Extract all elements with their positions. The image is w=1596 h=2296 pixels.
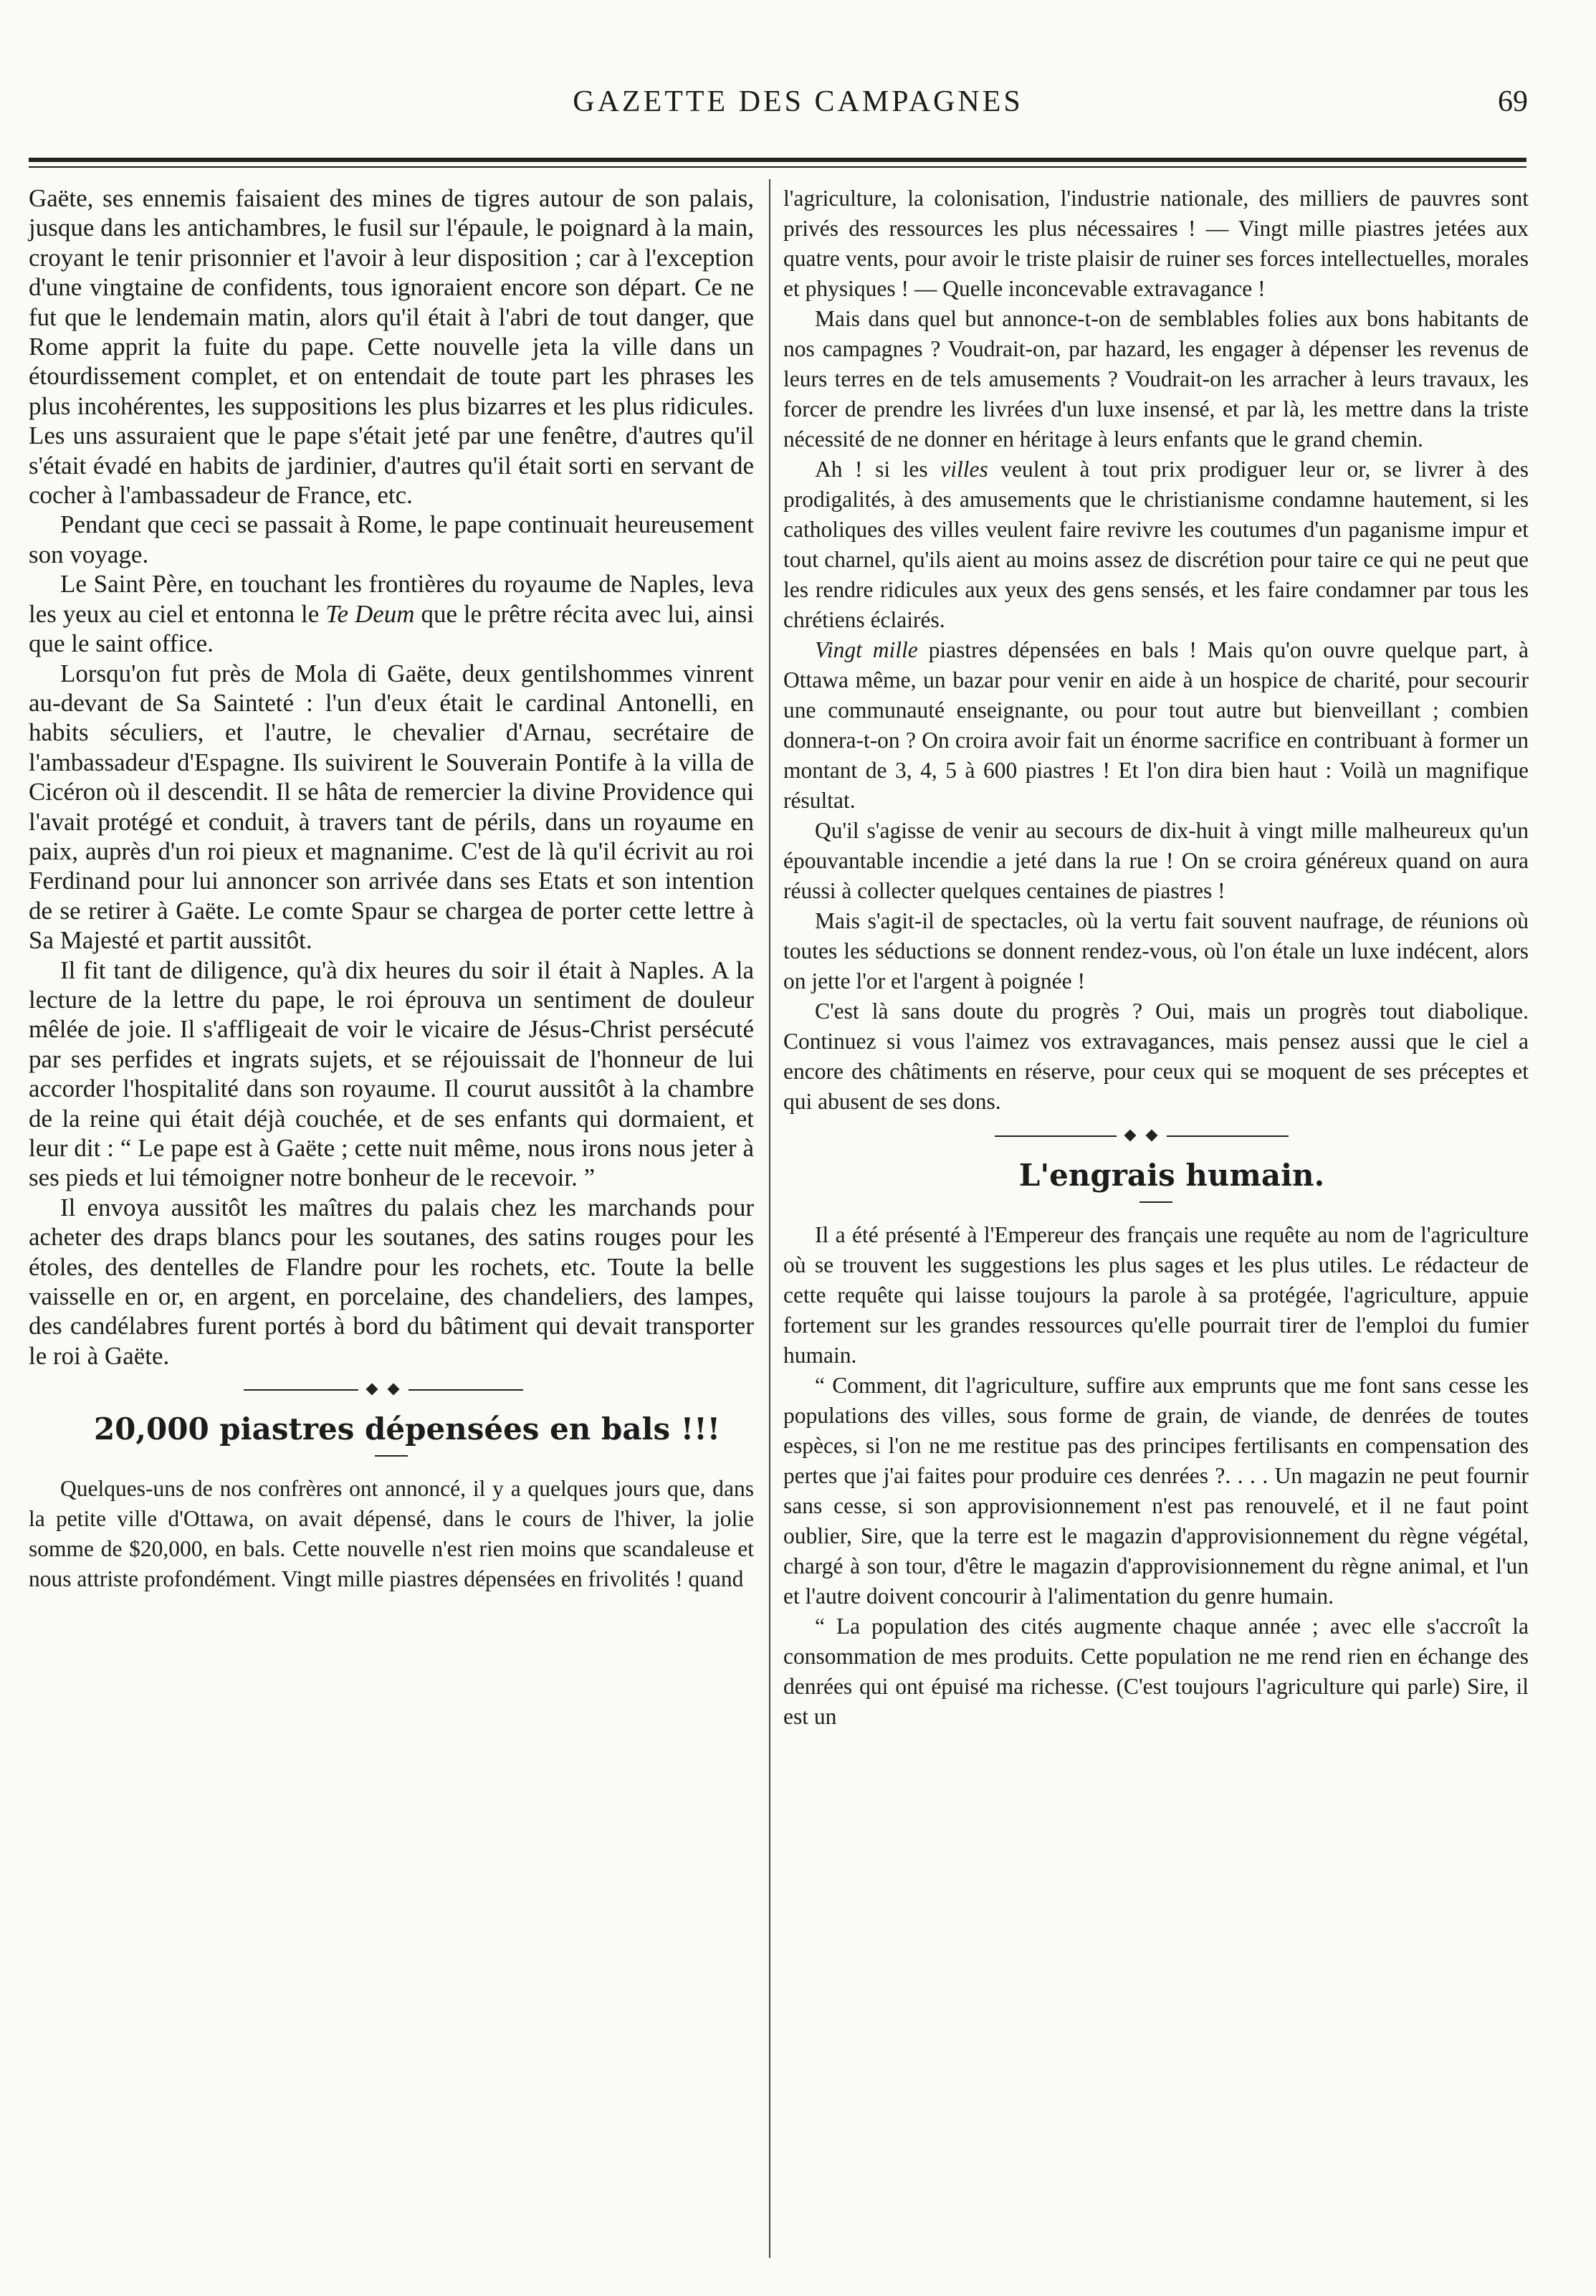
italic-text: villes	[940, 457, 988, 482]
headline-dash	[375, 1455, 408, 1457]
page-number: 69	[1498, 85, 1528, 118]
italic-text: Vingt mille	[815, 637, 918, 662]
section-separator	[783, 1124, 1529, 1148]
right-column	[783, 184, 1529, 1732]
separator-line	[1167, 1135, 1289, 1137]
article-paragraph: Il envoya aussitôt les maîtres du palais chez les marchands pour acheter des draps blancs pour les soutanes, des satins rouges pour les étoles, des dentelles de Flandre pour les rochets, etc. Toute la belle vaisselle en or, en argent, en porcelaine, des chandeliers, des lampes, des candélabres furent portés à bord du bâtiment qui devait transporter le roi à Gaëte.	[29, 1193, 754, 1370]
article-paragraph: Mais dans quel but annonce-t-on de semblables folies aux bons habitants de nos campagnes ? Voudrait-on, par hazard, les engager à dépenser les revenus de leurs terres en de tels amusements ? Voudrait-on les arracher à leurs travaux, les forcer de prendre les livrées d'un luxe insensé, et par là, les mettre dans la triste nécessité de ne donner en héritage à leurs enfants que le grand chemin.	[783, 306, 1529, 452]
text-run: Le Saint Père, en touchant les frontières du royaume de Naples, leva les yeux au ciel et entonna le	[29, 570, 754, 628]
left-column	[29, 184, 754, 1594]
separator-line	[244, 1389, 358, 1391]
separator-ornament	[1146, 1130, 1158, 1142]
article-paragraph: Il fit tant de diligence, qu'à dix heures du soir il était à Naples. A la lecture de la lettre du pape, le roi éprouva un sentiment de douleur mêlée de joie. Il s'affligeait de voir le vicaire de Jésus-Christ persécuté par ses perfides et ingrats sujets, et se réjouissait de l'honneur de lui accorder l'hospitalité dans son royaume. Il courut aussitôt à la chambre de la reine qui était déjà couchée, et de ses enfants qui dormaient, et leur dit : “ Le pape est à Gaëte ; cette nuit même, nous irons nous jeter à ses pieds et lui témoigner notre bonheur de le recevoir. ”	[29, 956, 754, 1192]
article-paragraph: “ La population des cités augmente chaque année ; avec elle s'accroît la consommation de mes produits. Cette population ne me rend rien en échange des denrées qui ont épuisé ma richesse. (C'est toujours l'agriculture qui parle) Sire, il est un	[783, 1614, 1529, 1729]
article-headline: L'engrais humain.	[1018, 1158, 1325, 1193]
separator-ornament	[388, 1383, 400, 1396]
article-paragraph: Qu'il s'agisse de venir au secours de dix-huit à vingt mille malheureux qu'un épouvantable incendie a jeté dans la rue ! On se croira généreux quand on aura réussi à collecter quelques centaines de piastres !	[783, 818, 1529, 903]
article-paragraph: Il a été présenté à l'Empereur des français une requête au nom de l'agriculture où se trouvent les suggestions les plus sages et les plus utiles. Le rédacteur de cette requête qui laisse toujours la parole à sa protégée, l'agriculture, appuie fortement sur les grandes ressources qu'elle pourrait tirer de l'emploi du fumier humain.	[783, 1222, 1529, 1368]
separator-line	[408, 1389, 523, 1391]
article-paragraph: Lorsqu'on fut près de Mola di Gaëte, deux gentilshommes vinrent au-devant de Sa Sainteté : l'un d'eux était le cardinal Antonelli, en habits séculiers, et l'autre, le chevalier d'Arnau, secrétaire de l'ambassadeur d'Espagne. Ils suivirent le Souverain Pontife à la villa de Cicéron où il descendit. Il se hâta de remercier la divine Providence qui l'avait protégé et conduit, à travers tant de périls, dans un royaume en paix, auprès d'un roi pieux et magnanime. C'est de là qu'il écrivit au roi Ferdinand pour lui annoncer son arrivée dans ses Etats et son intention de se retirer à Gaëte. Le comte Spaur se chargea de porter cette lettre à Sa Majesté et partit aussitôt.	[29, 659, 754, 955]
article-paragraph: “ Comment, dit l'agriculture, suffire aux emprunts que me font sans cesse les populations des villes, sous forme de grain, de viande, de denrées de toutes espèces, si l'on ne me restitue pas des principes fertilisants en compensation des pertes que j'ai faites pour produire ces denrées ?. . . . Un magazin ne peut fournir sans cesse, si son approvisionnement n'est pas renouvelé, et il ne faut point oublier, Sire, que la terre est le magazin d'approvisionnement du règne végétal, chargé à son tour, d'être le magazin d'approvisionnement du règne animal, et l'un et l'autre doivent concourir à l'alimentation du genre humain.	[783, 1373, 1529, 1609]
text-run: que le prêtre récita avec lui, ainsi que le saint office.	[29, 599, 754, 658]
article-paragraph: C'est là sans doute du progrès ? Oui, mais un progrès tout diabolique. Continuez si vous l'aimez vos extravagances, mais pensez aussi que le ciel a encore des châtiments en réserve, pour ceux qui se moquent de ses préceptes et qui abusent de ses dons.	[783, 999, 1529, 1114]
separator-line	[995, 1135, 1117, 1137]
article-paragraph: Quelques-uns de nos confrères ont annoncé, il y a quelques jours que, dans la petite ville d'Ottawa, on avait dépensé, dans le cours de l'hiver, la jolie somme de $20,000, en bals. Cette nouvelle n'est rien moins que scandaleuse et nous attriste profondément. Vingt mille piastres dépensées en frivolités ! quand	[29, 1476, 754, 1592]
separator-ornament	[1124, 1130, 1137, 1142]
headline-dash	[1139, 1201, 1172, 1203]
masthead: GAZETTE DES CAMPAGNES	[573, 85, 1023, 118]
italic-text: Te Deum	[325, 599, 415, 628]
article-paragraph: Mais s'agit-il de spectacles, où la vertu fait souvent naufrage, de réunions où toutes les séductions se donnent rendez-vous, où l'on étale un luxe indécent, alors on jette l'or et l'argent à poignée !	[783, 908, 1529, 994]
article-paragraph: l'agriculture, la colonisation, l'industrie nationale, des milliers de pauvres sont privés des ressources les plus nécessaires ! — Vingt mille piastres jetées aux quatre vents, pour avoir le triste plaisir de ruiner ses forces intellectuelles, morales et physiques ! — Quelle inconcevable extravagance !	[783, 186, 1529, 301]
article-paragraph	[783, 635, 1529, 816]
column-divider	[769, 179, 770, 2258]
header-rule-thick	[29, 158, 1526, 162]
article-paragraph	[783, 454, 1529, 635]
article-paragraph: Gaëte, ses ennemis faisaient des mines de tigres autour de son palais, jusque dans les antichambres, le fusil sur l'épaule, le poignard à la main, croyant le tenir prisonnier et l'avoir à leur disposition ; car à l'exception d'une vingtaine de confidents, tous ignoraient encore son départ. Ce ne fut que le lendemain matin, alors qu'il était à l'abri de tout danger, que Rome apprit la fuite du pape. Cette nouvelle jeta la ville dans un étourdissement complet, et on entendait de toute part les phrases les plus incohérentes, les suppositions les plus bizarres et les plus ridicules. Les uns assuraient que le pape s'était jeté par une fenêtre, d'autres qu'il s'était évadé en habits de jardinier, d'autres qu'il était sorti en servant de cocher à l'ambassadeur de France, etc.	[29, 184, 754, 510]
header-rule-thin	[29, 166, 1526, 168]
text-run: Ah ! si les	[815, 457, 941, 482]
text-run: piastres dépensées en bals ! Mais qu'on ouvre quelque part, à Ottawa même, un bazar pour venir en aide à un hospice de charité, pour secourir une communauté enseignante, ou pour tout autre but bienveillant ; combien donnera-t-on ? On croira avoir fait un énorme sacrifice en contribuant à former un montant de 3, 4, 5 à 600 piastres ! Et l'on dira bien haut : Voilà un magnifique résultat.	[783, 637, 1529, 813]
text-run: veulent à tout prix prodiguer leur or, se livrer à des prodigalités, à des amusements que le christianisme condamne hautement, si les catholiques des villes veulent faire revivre les coutumes d'un paganisme impur et tout charnel, qu'ils aient au moins assez de discrétion pour taire ce qui ne peut que les rendre ridicules aux yeux des gens sensés, et les faire condamner par tous les chrétiens éclairés.	[783, 457, 1529, 632]
article-paragraph: Pendant que ceci se passait à Rome, le pape continuait heureusement son voyage.	[29, 510, 754, 568]
article-headline: 20,000 piastres dépensées en bals !!!	[93, 1411, 721, 1447]
section-separator	[29, 1378, 754, 1402]
page-header	[0, 85, 1596, 128]
separator-ornament	[366, 1383, 378, 1396]
article-paragraph	[29, 569, 754, 658]
